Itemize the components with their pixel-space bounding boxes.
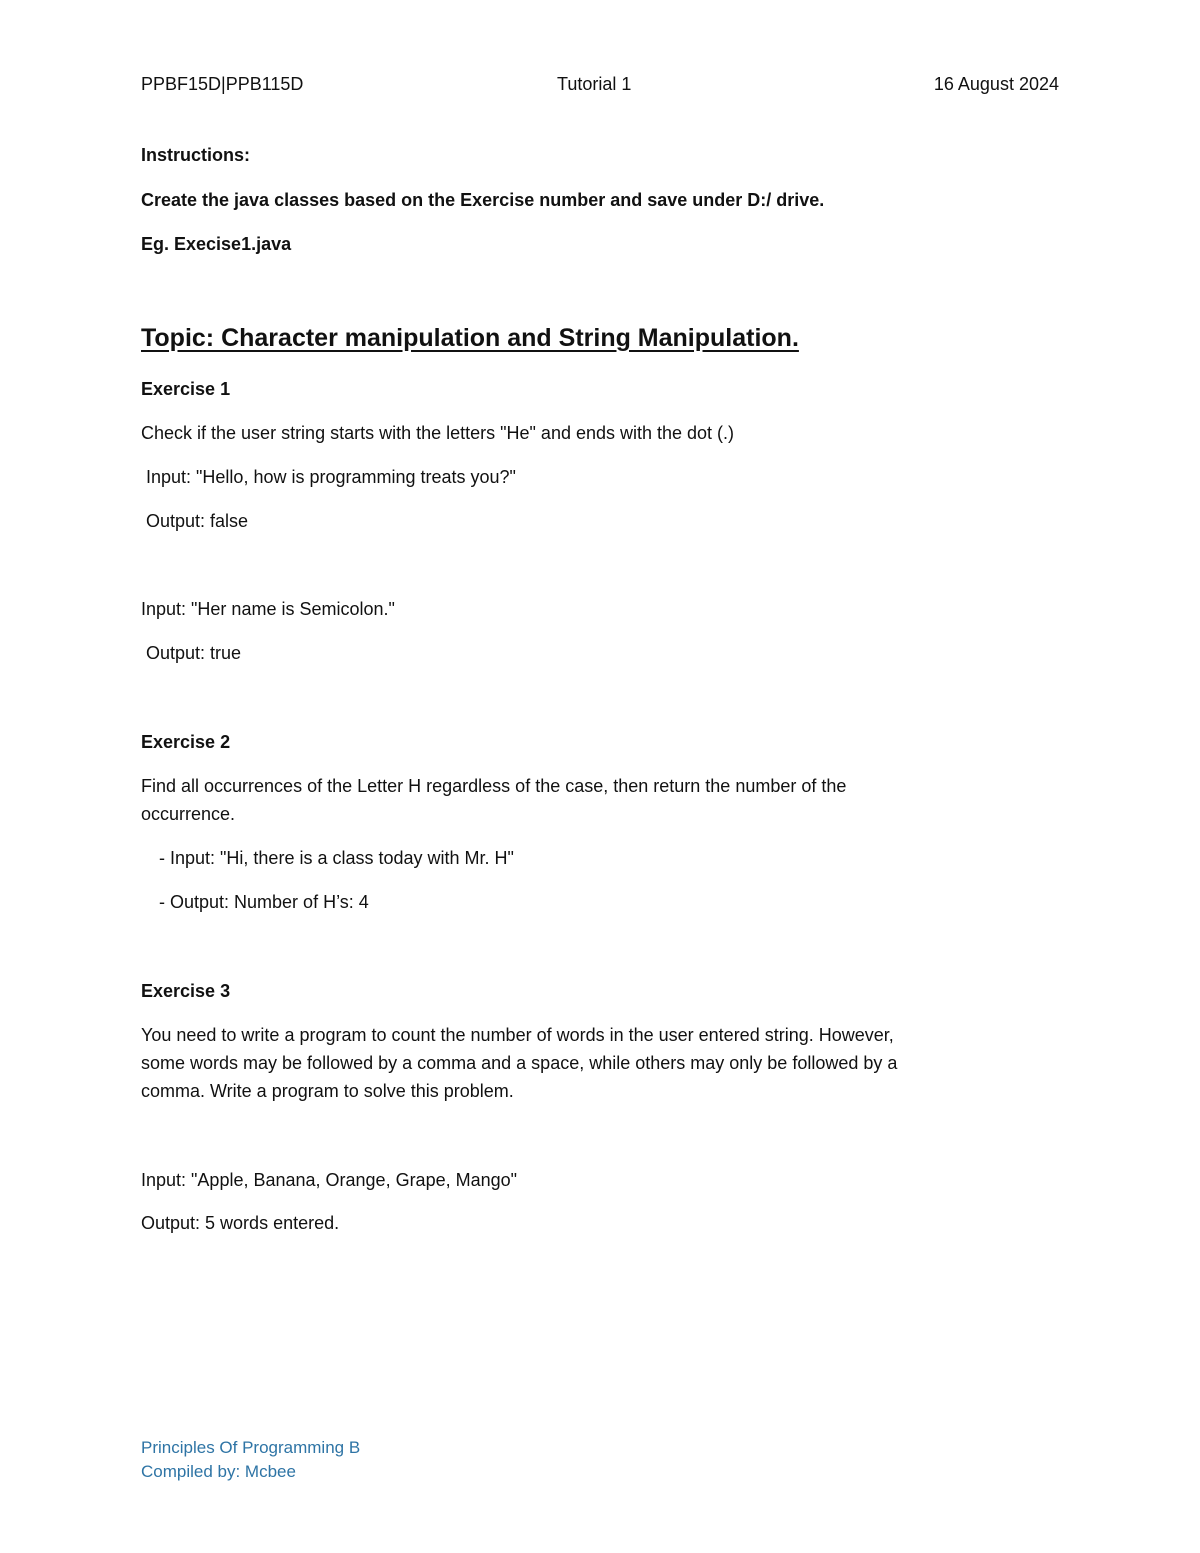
exercise-3-output: Output: 5 words entered. xyxy=(141,1213,340,1233)
exercise-1-title: Exercise 1 xyxy=(141,379,231,399)
footer-compiled-by: Compiled by: Mcbee xyxy=(141,1462,296,1481)
exercise-3-description-line-3: comma. Write a program to solve this problem. xyxy=(141,1081,514,1101)
exercise-3-description-line-2: some words may be followed by a comma and a space, while others may only be followed by a xyxy=(141,1053,898,1073)
header-date: 16 August 2024 xyxy=(933,74,1059,94)
exercise-2-input: - Input: "Hi, there is a class today with Mr. H" xyxy=(159,848,514,868)
exercise-1-example-2-output: Output: true xyxy=(141,643,242,663)
instructions-line-1: Create the java classes based on the Exercise number and save under D:/ drive. xyxy=(141,190,825,210)
instructions-line-2: Eg. Execise1.java xyxy=(141,234,292,254)
exercise-3-title: Exercise 3 xyxy=(141,981,231,1001)
exercise-2-description-line-1: Find all occurrences of the Letter H regardless of the case, then return the number of the xyxy=(141,776,847,796)
footer-course-name: Principles Of Programming B xyxy=(141,1438,361,1457)
exercise-3-description-line-1: You need to write a program to count the number of words in the user entered string. However, xyxy=(141,1025,894,1045)
instructions-heading: Instructions: xyxy=(141,145,251,165)
exercise-1-example-1-input: Input: "Hello, how is programming treats you?" xyxy=(141,467,516,487)
exercise-1-example-1-output: Output: false xyxy=(141,511,249,531)
exercise-1-description: Check if the user string starts with the letters "He" and ends with the dot (.) xyxy=(141,423,735,443)
exercise-2-title: Exercise 2 xyxy=(141,732,231,752)
exercise-3-input: Input: "Apple, Banana, Orange, Grape, Mango" xyxy=(141,1170,518,1190)
header-course-code: PPBF15D|PPB115D xyxy=(141,74,304,94)
header-tutorial: Tutorial 1 xyxy=(557,74,632,94)
exercise-2-description-line-2: occurrence. xyxy=(141,804,236,824)
topic-heading: Topic: Character manipulation and String Manipulation. xyxy=(141,324,799,352)
exercise-1-example-2-input: Input: "Her name is Semicolon." xyxy=(141,599,395,619)
exercise-2-output: - Output: Number of H’s: 4 xyxy=(159,892,369,912)
